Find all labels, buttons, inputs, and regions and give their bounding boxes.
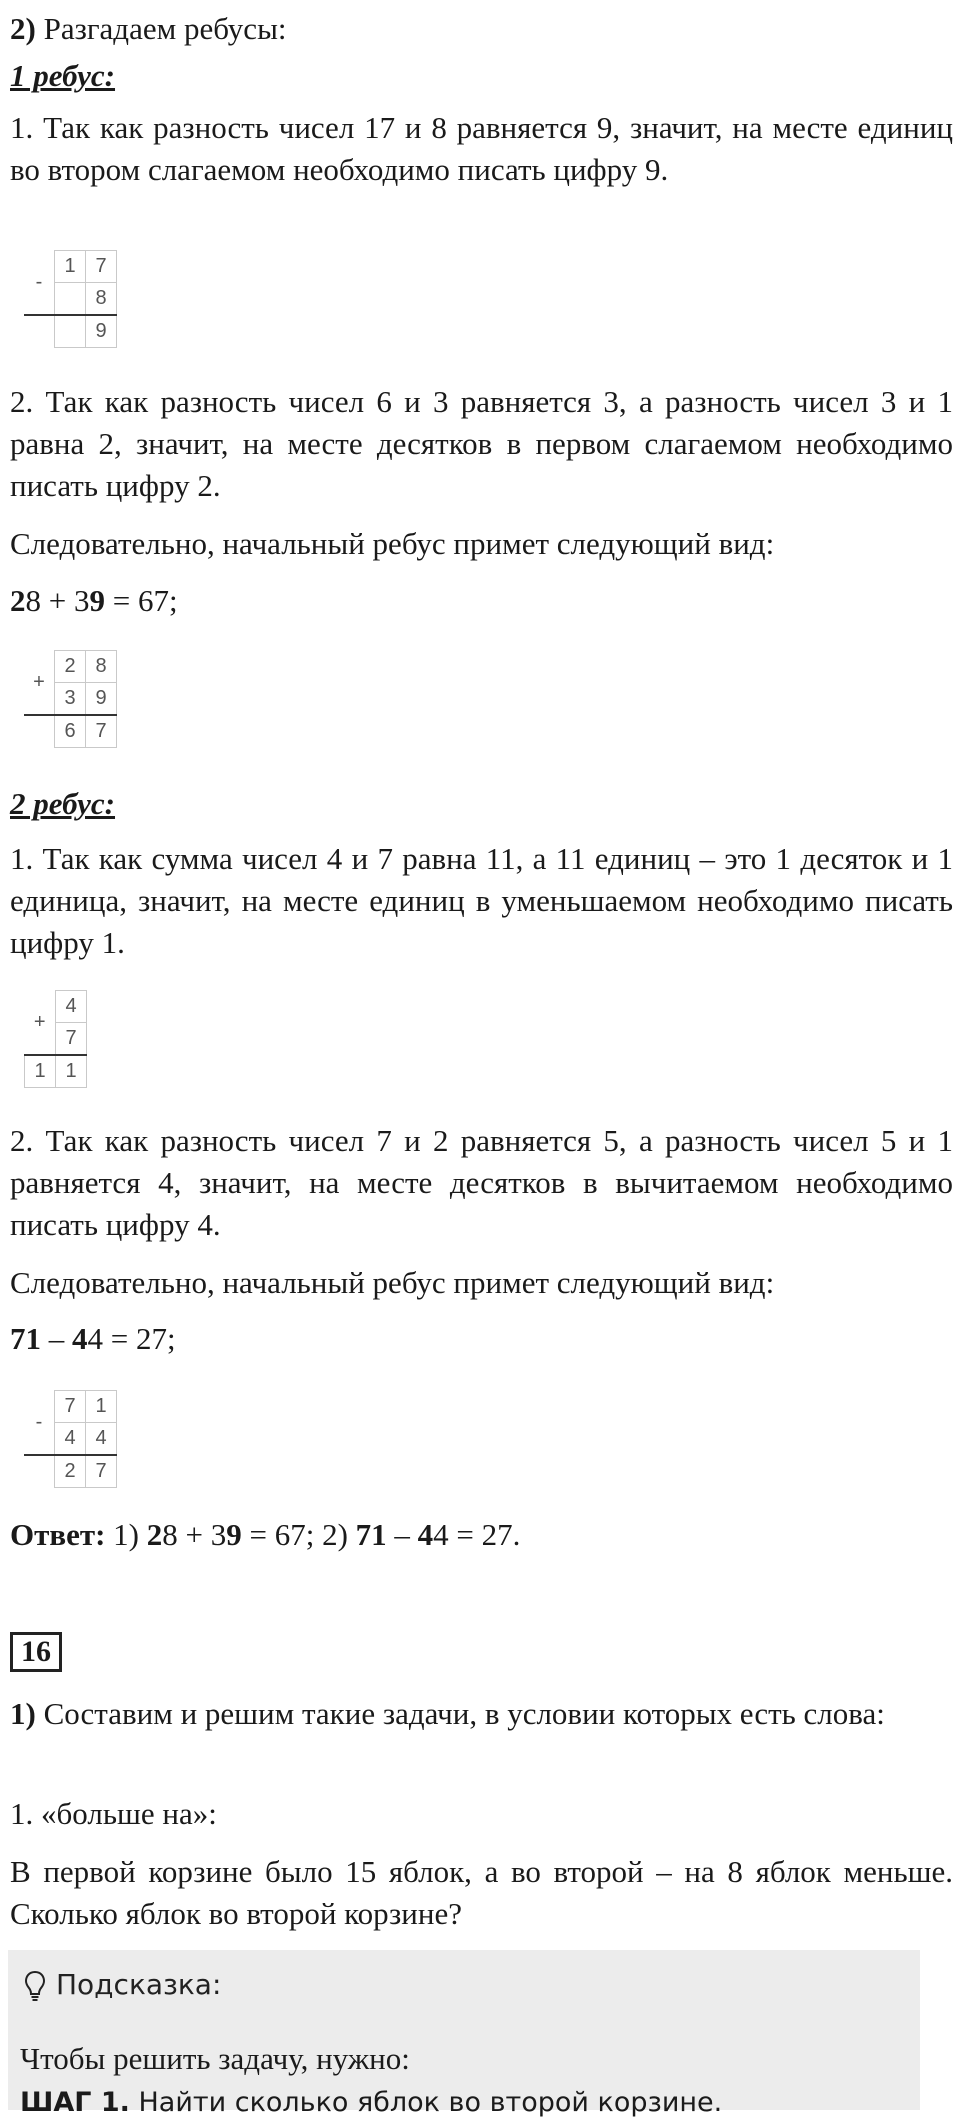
grid-cell: [24, 315, 55, 348]
rebus2-equation: [10, 1318, 953, 1360]
grid-cell: 8: [86, 651, 117, 683]
grid-cell: 4: [56, 991, 87, 1023]
task16-intro-text: Составим и решим такие задачи, в условии которых есть слова:: [35, 1696, 885, 1731]
intro-text: Разгадаем ребусы:: [35, 11, 287, 46]
grid-cell: 2: [55, 651, 86, 683]
eq-bold-digit: 9: [89, 583, 105, 618]
grid-cell: 8: [86, 283, 117, 316]
rebus2-step2: 2. Так как разность чисел 7 и 2 равняется 5, а разность чисел 5 и 1 равняется 4, значит, на месте десятков в вычитаемом необходимо писать цифру 4.: [10, 1123, 953, 1242]
rebus1-heading: 1 ребус:: [10, 58, 116, 93]
grid-cell: 4: [55, 1423, 86, 1456]
grid-cell: 2: [55, 1455, 86, 1488]
answer-text: 4 = 27.: [433, 1517, 521, 1552]
grid-cell: 1: [25, 1055, 56, 1088]
hint-header: [24, 1964, 221, 2006]
eq-bold-digit: 2: [10, 583, 26, 618]
grid-cell: 7: [86, 715, 117, 748]
grid-cell: 3: [55, 683, 86, 716]
grid-cell: 1: [55, 251, 86, 283]
hint-step: [20, 2080, 722, 2124]
rebus2-grid-addition: [24, 990, 87, 1088]
answer-bold: 71: [355, 1517, 387, 1552]
eq-text: 8 + 3: [25, 583, 90, 618]
answer-text: = 67; 2): [241, 1517, 356, 1552]
answer-bold: 4: [417, 1517, 434, 1552]
task-number-box-row: [10, 1630, 953, 1672]
intro-number: 2): [10, 11, 36, 46]
rebus1-step1: 1. Так как разность чисел 17 и 8 равняется 9, значит, на месте единиц во втором слагаемом необходимо писать цифру 9.: [10, 110, 953, 187]
rebus1-equation: [10, 580, 953, 622]
answer-bold: 9: [226, 1517, 242, 1552]
answer-line: [10, 1514, 953, 1556]
answer-text: 1): [105, 1517, 147, 1552]
answer-text: –: [386, 1517, 418, 1552]
lightbulb-icon: [24, 1968, 56, 2001]
hint-step-text: Найти сколько яблок во второй корзине.: [129, 2087, 723, 2118]
answer-text: 8 + 3: [162, 1517, 227, 1552]
hint-panel: [8, 1950, 920, 2118]
task16-problem: В первой корзине было 15 яблок, а во второй – на 8 яблок меньше. Сколько яблок во второй корзине?: [10, 1854, 953, 1931]
task16-item1: 1. «больше на»:: [10, 1796, 217, 1831]
answer-bold: 2: [146, 1517, 163, 1552]
grid-cell: 7: [56, 1023, 87, 1056]
rebus2-conclusion: Следовательно, начальный ребус примет следующий вид:: [10, 1265, 775, 1300]
grid-sign: -: [24, 251, 55, 316]
rebus1-grid-subtraction: [24, 250, 117, 348]
grid-cell: [24, 1455, 55, 1488]
hint-step-label: ШАГ 1.: [20, 2087, 130, 2118]
rebus2-grid-subtraction: [24, 1390, 117, 1488]
grid-sign: +: [25, 991, 56, 1056]
hint-line: Чтобы решить задачу, нужно:: [20, 2041, 410, 2076]
rebus1-grid-addition: [24, 650, 117, 748]
rebus1-conclusion: Следовательно, начальный ребус примет следующий вид:: [10, 526, 775, 561]
rebus2-step1: 1. Так как сумма чисел 4 и 7 равна 11, а 11 единиц – это 1 десяток и 1 единица, значит, на месте единиц в уменьшаемом необходимо писать цифру 1.: [10, 841, 953, 960]
task-number: 16: [10, 1632, 62, 1672]
grid-cell: 7: [86, 1455, 117, 1488]
grid-cell: 9: [86, 683, 117, 716]
grid-sign: -: [24, 1391, 55, 1456]
eq-text: –: [41, 1321, 72, 1356]
grid-cell: 1: [56, 1055, 87, 1088]
intro-line: [10, 8, 953, 50]
rebus1-step2: 2. Так как разность чисел 6 и 3 равняется 3, а разность чисел 3 и 1 равна 2, значит, на месте десятков в первом слагаемом необходимо писать цифру 2.: [10, 384, 953, 503]
grid-cell: 7: [86, 251, 117, 283]
task16-intro: [10, 1693, 953, 1735]
grid-sign: +: [24, 651, 55, 716]
grid-cell: [24, 715, 55, 748]
task16-number: 1): [10, 1696, 36, 1731]
eq-text: 4 = 27;: [87, 1321, 176, 1356]
eq-text: = 67;: [104, 583, 178, 618]
eq-bold-digit: 4: [72, 1321, 88, 1356]
grid-cell: 4: [86, 1423, 117, 1456]
hint-title: Подсказка:: [56, 1968, 222, 2001]
grid-cell: [55, 315, 86, 348]
grid-cell: 9: [86, 315, 117, 348]
grid-cell: 1: [86, 1391, 117, 1423]
grid-cell: 7: [55, 1391, 86, 1423]
rebus2-heading: 2 ребус:: [10, 786, 116, 821]
eq-bold-digit: 71: [10, 1321, 41, 1356]
hint-body: [20, 2038, 722, 2124]
answer-label: Ответ:: [10, 1517, 106, 1552]
grid-cell: 6: [55, 715, 86, 748]
grid-cell: [55, 283, 86, 316]
